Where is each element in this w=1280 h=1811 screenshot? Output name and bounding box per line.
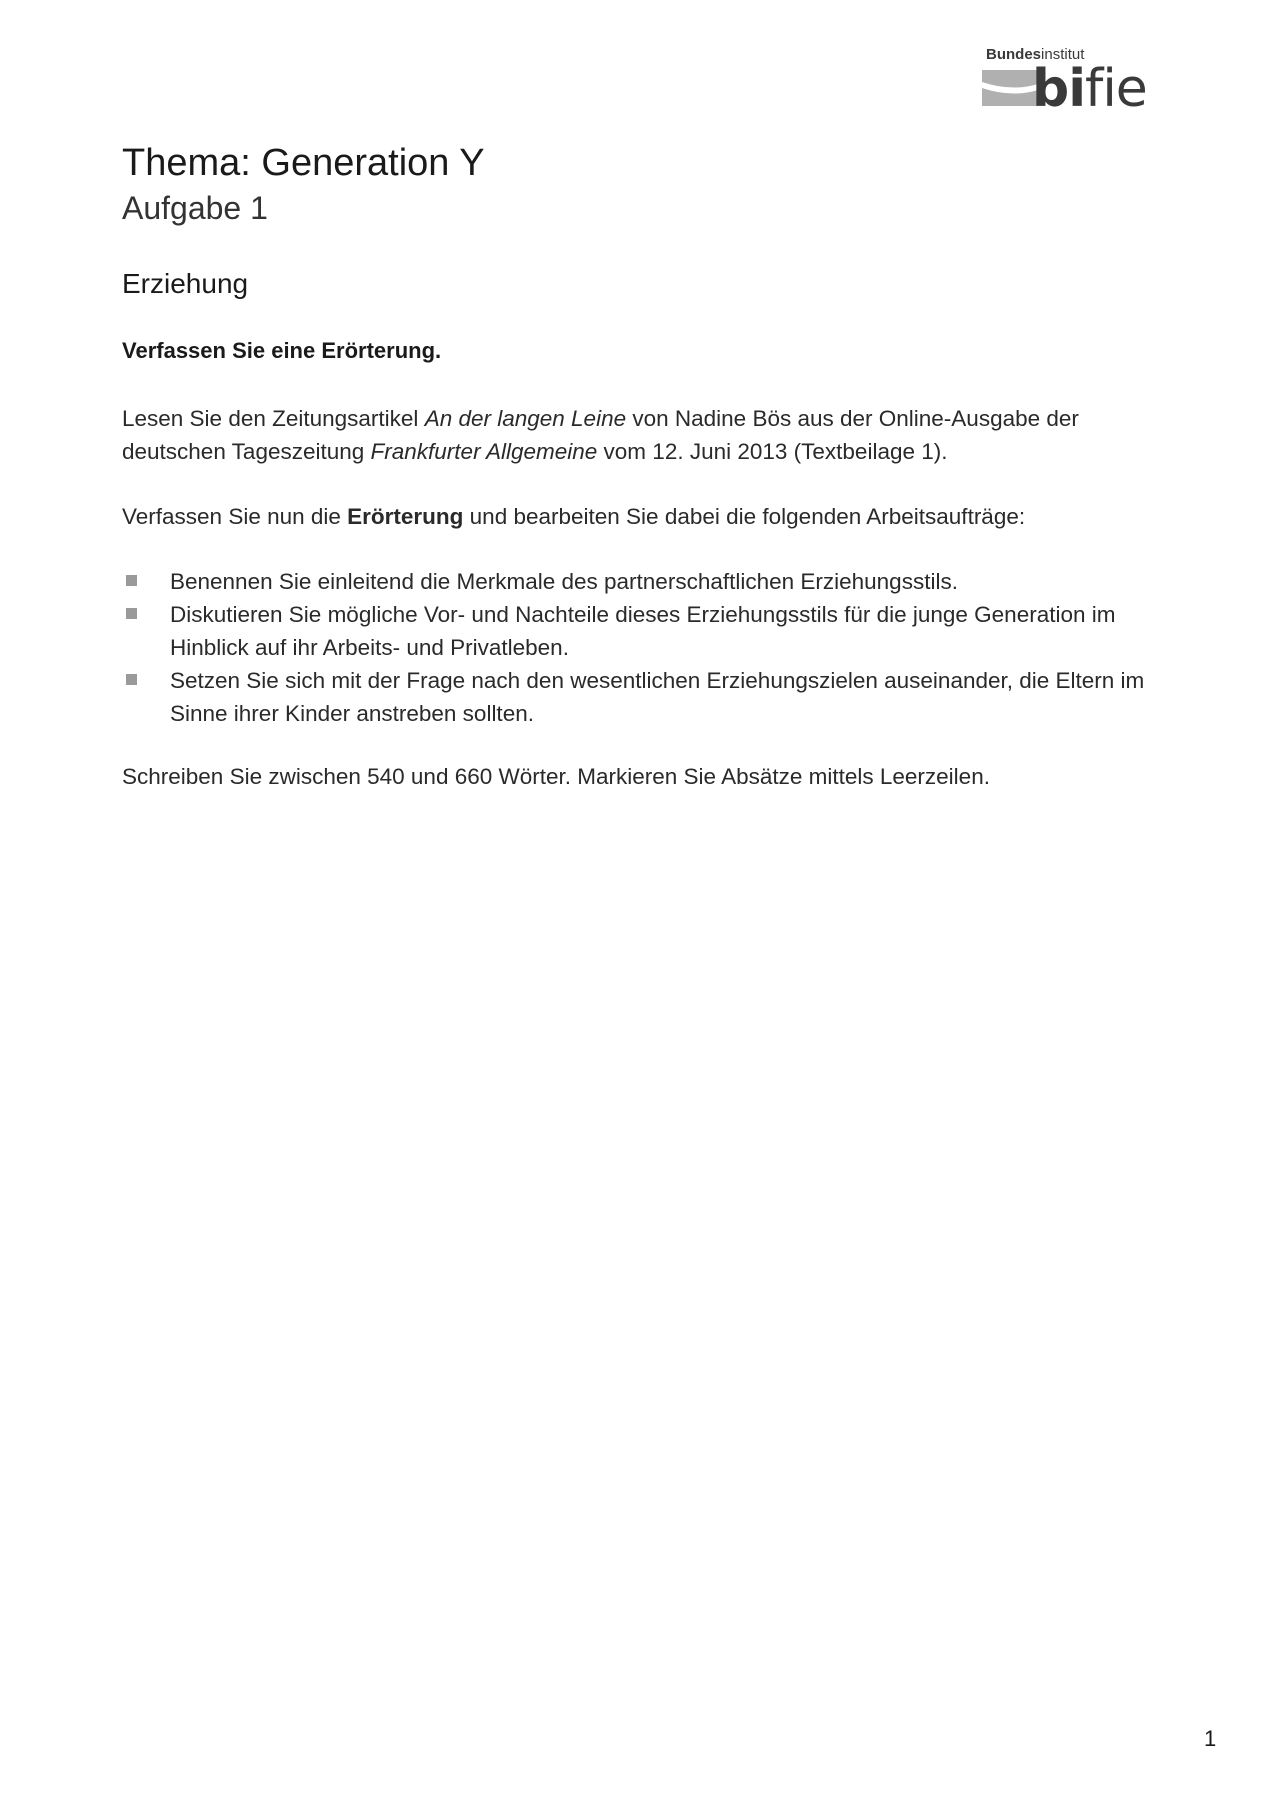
page-title: Thema: Generation Y — [122, 142, 485, 184]
newspaper-name: Frankfurter Allgemeine — [370, 439, 598, 464]
list-item: Benennen Sie einleitend die Merkmale des partnerschaftlichen Erziehungsstils. — [122, 565, 1162, 598]
bifie-wordmark — [982, 66, 1162, 130]
bullet-square-icon — [126, 608, 137, 619]
task-heading: Verfassen Sie eine Erörterung. — [122, 338, 442, 363]
bullet-square-icon — [126, 674, 137, 685]
bifie-logo — [982, 44, 1162, 130]
page-number: 1 — [1204, 1726, 1217, 1751]
intro-paragraph: Lesen Sie den Zeitungsartikel An der langen Leine von Nadine Bös aus der Online-Ausgabe der deutschen Tageszeitung Frankfurter Allgemeine vom 12. Juni 2013 (Textbeilage 1). — [122, 406, 1079, 464]
list-item: Diskutieren Sie mögliche Vor- und Nachteile dieses Erziehungsstils für die junge Generation im Hinblick auf ihr Arbeits- und Privatleben. — [122, 598, 1162, 664]
word-count-note: Schreiben Sie zwischen 540 und 660 Wörter. Markieren Sie Absätze mittels Leerzeilen. — [122, 764, 990, 789]
svg-text:bifie: bifie — [1032, 66, 1147, 119]
instruction-emphasis: Erörterung — [347, 504, 464, 529]
bullet-square-icon — [126, 575, 137, 586]
article-title: An der langen Leine — [424, 406, 627, 431]
list-item: Setzen Sie sich mit der Frage nach den wesentlichen Erziehungszielen auseinander, die Eltern im Sinne ihrer Kinder anstreben sollten. — [122, 664, 1162, 730]
task-list — [122, 565, 1162, 730]
section-title: Erziehung — [122, 268, 249, 299]
instruction-paragraph: Verfassen Sie nun die Erörterung und bearbeiten Sie dabei die folgenden Arbeitsaufträge: — [122, 504, 1026, 529]
task-number: Aufgabe 1 — [122, 190, 268, 226]
logo-caption: Bundesinstitut — [986, 46, 1085, 63]
